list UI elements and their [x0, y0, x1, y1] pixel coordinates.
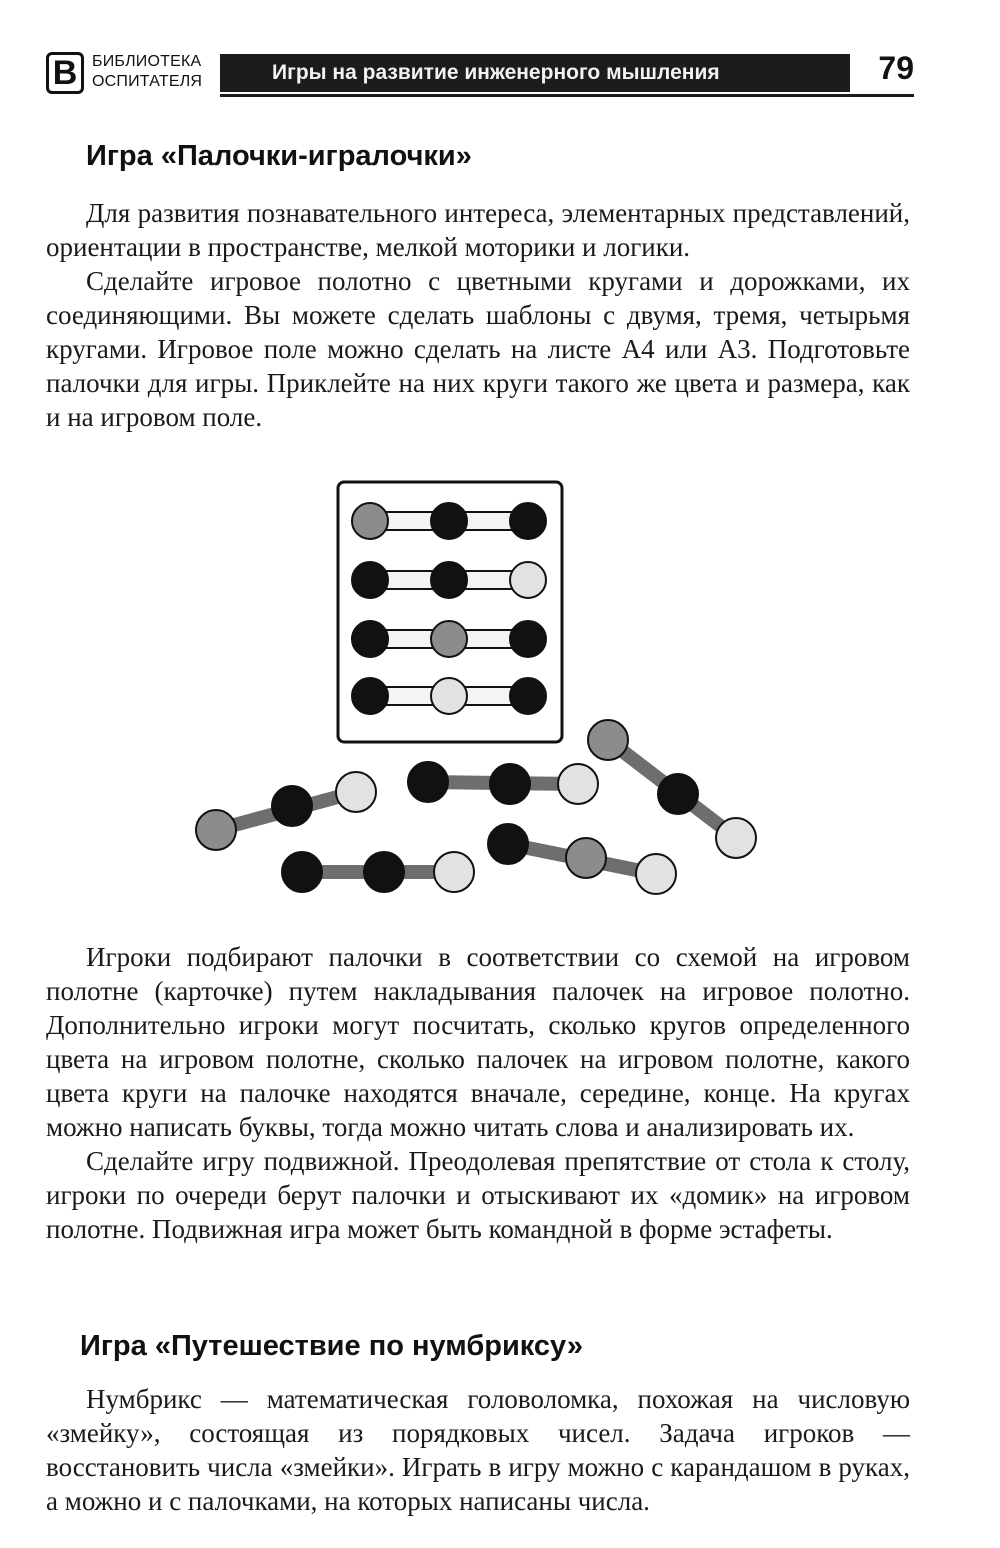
- page-header: [46, 48, 914, 98]
- board-circle: [510, 678, 546, 714]
- board-circle: [431, 503, 467, 539]
- stick-circle: [658, 774, 698, 814]
- board-circle: [352, 562, 388, 598]
- board-circle: [510, 562, 546, 598]
- series-logo-line-2: ОСПИТАТЕЛЯ: [92, 73, 203, 90]
- stick-circle: [490, 764, 530, 804]
- series-logo-line-1: БИБЛИОТЕКА: [92, 53, 202, 70]
- game1-paragraph: Игроки подбирают палочки в соответствии со схемой на игровом полотне (карточке) путем накладывания палочек на игровое полотно. Дополнительно игроки могут посчитать, сколько кругов определенного цвета на игровом полотне, сколько палочек на игровом полотне, какого цвета круги на палочке находятся вначале, середине, конце. На кругах можно написать буквы, тогда можно читать слова и анализировать их.: [46, 942, 910, 1142]
- board-row: [352, 621, 546, 657]
- stick-circle: [636, 854, 676, 894]
- stick: [408, 762, 598, 804]
- game1-paragraph: Сделайте игровое полотно с цветными кругами и дорожками, их соединяющими. Вы можете сделать шаблоны с двумя, тремя, четырьмя кругами. Игровое поле можно сделать на листе А4 или А3. Подготовьте палочки для игры. Приклейте на них круги такого же цвета и размера, как и на игровом поле.: [46, 266, 910, 432]
- game2-paragraph: Нумбрикс — математическая головоломка, похожая на числовую «змейку», состоящая из порядковых чисел. Задача игроков — восстановить числа «змейки». Играть в игру можно с карандашом в руках, а можно и с палочками, на которых написаны числа.: [46, 1384, 910, 1516]
- game1-paragraph: Для развития познавательного интереса, элементарных представлений, ориентации в пространстве, мелкой моторики и логики.: [46, 198, 910, 262]
- stick-circle: [716, 818, 756, 858]
- board-circle: [352, 621, 388, 657]
- stick-circle: [588, 720, 628, 760]
- board-row: [352, 562, 546, 598]
- stick-circle: [282, 852, 322, 892]
- stick-circle: [558, 764, 598, 804]
- series-logo-letter: В: [46, 52, 84, 94]
- stick: [588, 720, 756, 858]
- game1-paragraph: Сделайте игру подвижной. Преодолевая препятствие от стола к столу, игроки по очереди берут палочки и отыскивают их «домик» на игровом полотне. Подвижная игра может быть командной в форме эстафеты.: [46, 1146, 910, 1244]
- board-circle: [510, 503, 546, 539]
- board-circle: [431, 678, 467, 714]
- board-circle: [431, 621, 467, 657]
- stick: [196, 772, 376, 850]
- stick-circle: [566, 838, 606, 878]
- board-row: [352, 503, 546, 539]
- board-circle: [510, 621, 546, 657]
- stick-circle: [364, 852, 404, 892]
- board-circle: [431, 562, 467, 598]
- stick-circle: [196, 810, 236, 850]
- stick-circle: [488, 824, 528, 864]
- sticks-game-illustration: [180, 468, 780, 908]
- running-section-title: Игры на развитие инженерного мышления: [220, 54, 850, 92]
- game1-rules: [46, 940, 910, 1246]
- board-row: [352, 678, 546, 714]
- game2-title: Игра «Путешествие по нумбриксу»: [80, 1330, 584, 1362]
- game2-intro: [46, 1382, 910, 1518]
- header-divider: [220, 94, 914, 97]
- stick-circle: [408, 762, 448, 802]
- stick-circle: [272, 786, 312, 826]
- page-number: 79: [878, 50, 914, 86]
- stick: [282, 852, 474, 892]
- game1-title: Игра «Палочки-игралочки»: [86, 140, 472, 172]
- stick: [488, 824, 676, 894]
- stick-circle: [434, 852, 474, 892]
- board-circle: [352, 503, 388, 539]
- series-logo-text: [92, 52, 202, 92]
- stick-circle: [336, 772, 376, 812]
- game1-intro: [46, 196, 910, 434]
- board-circle: [352, 678, 388, 714]
